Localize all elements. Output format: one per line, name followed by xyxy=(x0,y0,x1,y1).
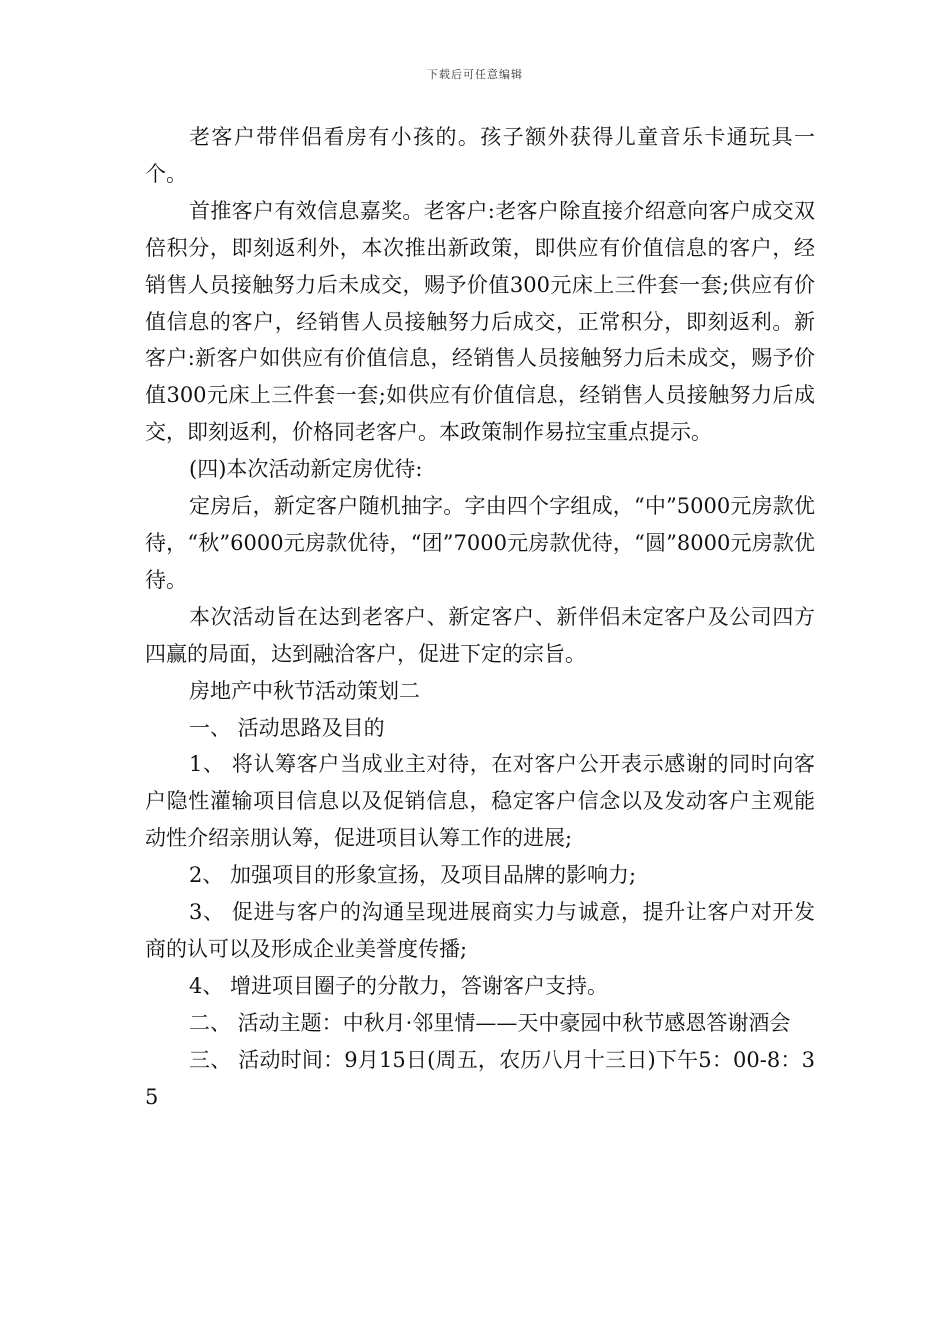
paragraph-lucky-draw: 定房后，新定客户随机抽字。字由四个字组成，“中”5000元房款优待，“秋”6000元房款优待，“团”7000元房款优待，“圆”8000元房款优待。 xyxy=(145,494,815,592)
document-body xyxy=(145,119,815,1115)
paragraph-section-four-heading: (四)本次活动新定房优待: xyxy=(189,457,423,482)
paragraph-goal-3: 3、 促进与客户的沟通呈现进展商实力与诚意，提升让客户对开发商的认可以及形成企业美誉度传播; xyxy=(145,900,815,961)
paragraph-activity-purpose: 本次活动旨在达到老客户、新定客户、新伴侣未定客户及公司四方四赢的局面，达到融洽客户，促进下定的宗旨。 xyxy=(145,604,815,666)
paragraph-activity-theme: 二、 活动主题：中秋月·邻里情——天中豪园中秋节感恩答谢酒会 xyxy=(189,1010,791,1035)
paragraph-goal-1: 1、 将认筹客户当成业主对待，在对客户公开表示感谢的同时向客户隐性灌输项目信息以及促销信息，稳定客户信念以及发动客户主观能动性介绍亲朋认筹，促进项目认筹工作的进展; xyxy=(145,752,815,851)
paragraph-section-one-heading: 一、 活动思路及目的 xyxy=(189,715,385,740)
paragraph-goal-2: 2、 加强项目的形象宣扬，及项目品牌的影响力; xyxy=(189,863,637,888)
paragraph-info-reward: 首推客户有效信息嘉奖。老客户:老客户除直接介绍意向客户成交双倍积分，即刻返利外，本次推出新政策，即供应有价值信息的客户，经销售人员接触努力后未成交，赐予价值300元床上三件套一套;供应有价值信息的客户，经销售人员接触努力后成交，正常积分，即刻返利。新客户:新客户如供应有价值信息，经销售人员接触努力后未成交，赐予价值300元床上三件套一套;如供应有价值信息，经销售人员接触努力后成交，即刻返利，价格同老客户。本政策制作易拉宝重点提示。 xyxy=(145,198,815,445)
paragraph-plan-two-title: 房地产中秋节活动策划二 xyxy=(189,678,420,703)
paragraph-goal-4: 4、 增进项目圈子的分散力，答谢客户支持。 xyxy=(189,973,609,998)
page-header: 下载后可任意编辑 xyxy=(427,68,523,81)
paragraph-child-toy: 老客户带伴侣看房有小孩的。孩子额外获得儿童音乐卡通玩具一个。 xyxy=(145,125,815,186)
paragraph-activity-time: 三、 活动时间：9月15日(周五，农历八月十三日)下午5：00-8：35 xyxy=(145,1047,815,1109)
